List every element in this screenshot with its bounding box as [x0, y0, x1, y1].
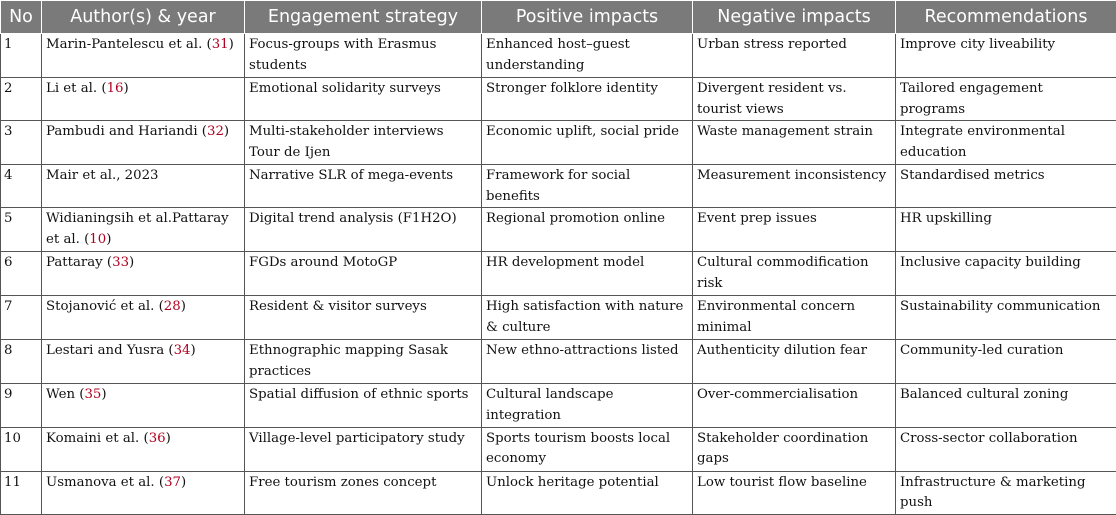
citation-link[interactable]: 34 — [174, 343, 191, 358]
cell-author: Komaini et al. (36) — [42, 427, 245, 471]
author-text: Widianingsih et al.Pattaray et al. — [46, 211, 229, 247]
cell-positive: High satisfaction with nature & culture — [482, 296, 693, 340]
cell-negative: Waste management strain — [693, 121, 896, 165]
cell-strategy: Village-level participatory study — [245, 427, 482, 471]
cell-positive: Framework for social benefits — [482, 165, 693, 208]
cell-positive: Regional promotion online — [482, 208, 693, 252]
header-recommendations: Recommendations — [896, 1, 1116, 34]
cell-strategy: Multi-stakeholder interviews Tour de Ijen — [245, 121, 482, 165]
cell-positive: Sports tourism boosts local economy — [482, 427, 693, 471]
cell-negative: Low tourist flow baseline — [693, 471, 896, 514]
header-strategy: Engagement strategy — [245, 1, 482, 34]
cell-negative: Urban stress reported — [693, 34, 896, 78]
cell-strategy: Resident & visitor surveys — [245, 296, 482, 340]
cell-author: Marin-Pantelescu et al. (31) — [42, 34, 245, 78]
author-text: Pambudi and Hariandi — [46, 124, 198, 139]
cell-positive: Economic uplift, social pride — [482, 121, 693, 165]
cell-recommendation: Improve city liveability — [896, 34, 1116, 78]
cell-strategy: Free tourism zones concept — [245, 471, 482, 514]
cell-recommendation: Sustainability communication — [896, 296, 1116, 340]
cell-recommendation: Tailored engagement programs — [896, 78, 1116, 121]
citation-link[interactable]: 16 — [107, 81, 124, 96]
cell-recommendation: Balanced cultural zoning — [896, 384, 1116, 427]
table-row — [1, 296, 1116, 340]
cell-author — [42, 165, 245, 208]
cell-no: 7 — [1, 296, 42, 340]
table-row — [1, 340, 1116, 384]
author-text: Komaini et al. — [46, 431, 139, 446]
cell-no: 10 — [1, 427, 42, 471]
cell-recommendation: HR upskilling — [896, 208, 1116, 252]
citation-link[interactable]: 10 — [89, 232, 106, 247]
cell-author: Lestari and Yusra (34) — [42, 340, 245, 384]
author-text: Stojanović et al. — [46, 299, 154, 314]
cell-no: 11 — [1, 471, 42, 514]
header-negative: Negative impacts — [693, 1, 896, 34]
cell-recommendation: Infrastructure & marketing push — [896, 471, 1116, 514]
cell-negative: Cultural commodification risk — [693, 252, 896, 296]
cell-recommendation: Standardised metrics — [896, 165, 1116, 208]
cell-no: 1 — [1, 34, 42, 78]
cell-positive: Stronger folklore identity — [482, 78, 693, 121]
cell-author: Stojanović et al. (28) — [42, 296, 245, 340]
author-text: Usmanova et al. — [46, 475, 155, 490]
cell-author: Widianingsih et al.Pattaray et al. (10) — [42, 208, 245, 252]
cell-negative: Over-commercialisation — [693, 384, 896, 427]
author-text: Mair et al., 2023 — [46, 168, 159, 183]
cell-positive: New ethno-attractions listed — [482, 340, 693, 384]
table-row — [1, 34, 1116, 78]
header-no: No — [1, 1, 42, 34]
cell-negative: Measurement inconsistency — [693, 165, 896, 208]
citation-link[interactable]: 31 — [212, 37, 229, 52]
table-row — [1, 427, 1116, 471]
citation-link[interactable]: 28 — [164, 299, 181, 314]
header-positive: Positive impacts — [482, 1, 693, 34]
table-row — [1, 121, 1116, 165]
author-text: Marin-Pantelescu et al. — [46, 37, 202, 52]
cell-strategy: Emotional solidarity surveys — [245, 78, 482, 121]
cell-recommendation: Cross-sector collaboration — [896, 427, 1116, 471]
author-text: Lestari and Yusra — [46, 343, 164, 358]
cell-author: Pambudi and Hariandi (32) — [42, 121, 245, 165]
cell-strategy: Ethnographic mapping Sasak practices — [245, 340, 482, 384]
citation-link[interactable]: 36 — [149, 431, 166, 446]
cell-no: 8 — [1, 340, 42, 384]
author-text: Pattaray — [46, 255, 103, 270]
cell-negative: Environmental concern minimal — [693, 296, 896, 340]
table-row — [1, 252, 1116, 296]
table-row — [1, 208, 1116, 252]
table-row — [1, 471, 1116, 514]
table-row — [1, 384, 1116, 427]
cell-recommendation: Community-led curation — [896, 340, 1116, 384]
header-author: Author(s) & year — [42, 1, 245, 34]
cell-strategy: Narrative SLR of mega-events — [245, 165, 482, 208]
table-row — [1, 78, 1116, 121]
cell-negative: Divergent resident vs. tourist views — [693, 78, 896, 121]
cell-no: 3 — [1, 121, 42, 165]
cell-author: Li et al. (16) — [42, 78, 245, 121]
cell-strategy: FGDs around MotoGP — [245, 252, 482, 296]
cell-no: 2 — [1, 78, 42, 121]
cell-negative: Event prep issues — [693, 208, 896, 252]
cell-no: 4 — [1, 165, 42, 208]
citation-link[interactable]: 37 — [164, 475, 181, 490]
cell-positive: Unlock heritage potential — [482, 471, 693, 514]
citation-link[interactable]: 33 — [112, 255, 129, 270]
cell-strategy: Digital trend analysis (F1H2O) — [245, 208, 482, 252]
cell-author: Pattaray (33) — [42, 252, 245, 296]
citation-link[interactable]: 35 — [84, 387, 101, 402]
cell-no: 5 — [1, 208, 42, 252]
cell-strategy: Spatial diffusion of ethnic sports — [245, 384, 482, 427]
author-text: Li et al. — [46, 81, 97, 96]
cell-negative: Authenticity dilution fear — [693, 340, 896, 384]
citation-link[interactable]: 32 — [207, 124, 224, 139]
header-row — [1, 1, 1116, 34]
cell-author: Wen (35) — [42, 384, 245, 427]
cell-author: Usmanova et al. (37) — [42, 471, 245, 514]
cell-no: 6 — [1, 252, 42, 296]
author-text: Wen — [46, 387, 75, 402]
cell-positive: HR development model — [482, 252, 693, 296]
cell-recommendation: Integrate environmental education — [896, 121, 1116, 165]
cell-positive: Enhanced host–guest understanding — [482, 34, 693, 78]
cell-recommendation: Inclusive capacity building — [896, 252, 1116, 296]
cell-no: 9 — [1, 384, 42, 427]
cell-strategy: Focus-groups with Erasmus students — [245, 34, 482, 78]
cell-positive: Cultural landscape integration — [482, 384, 693, 427]
cell-negative: Stakeholder coordination gaps — [693, 427, 896, 471]
table-row — [1, 165, 1116, 208]
